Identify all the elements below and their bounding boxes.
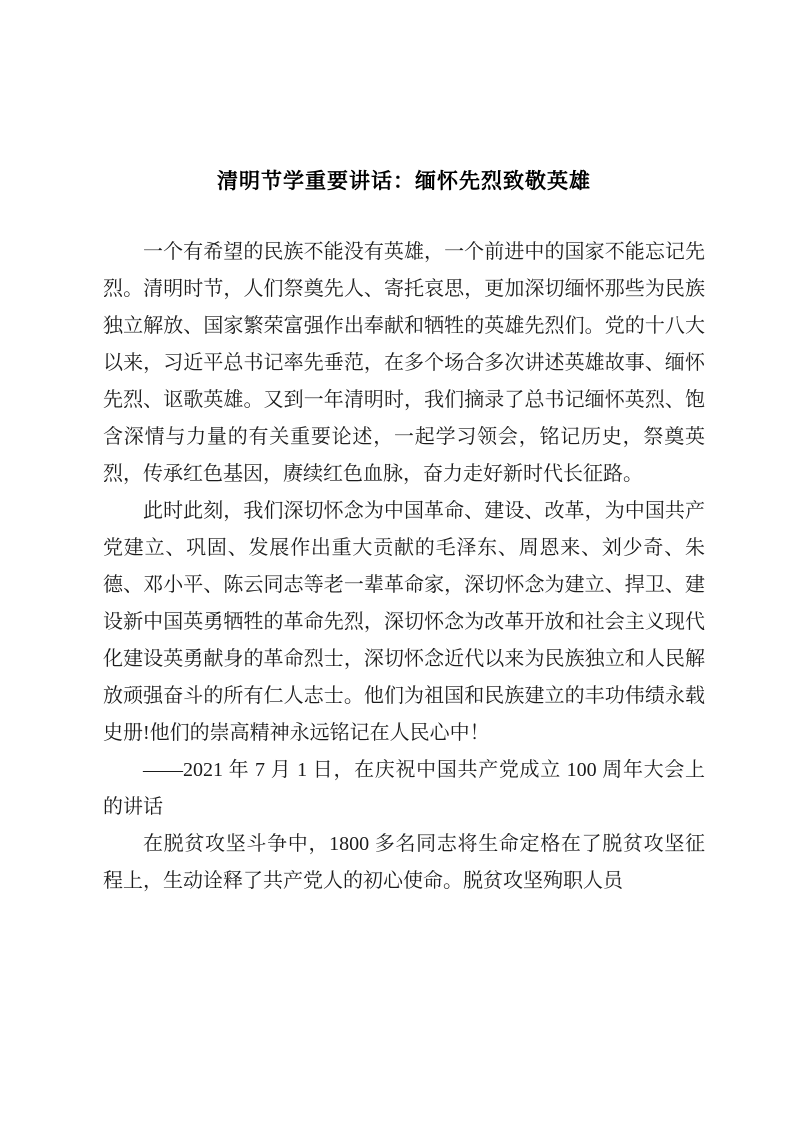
paragraph-poverty-alleviation: 在脱贫攻坚斗争中，1800 多名同志将生命定格在了脱贫攻坚征程上，生动诠释了共产党人的初心使命。脱贫攻坚殉职人员 [103, 833, 705, 892]
paragraph-intro: 一个有希望的民族不能没有英雄，一个前进中的国家不能忘记先烈。清明时节，人们祭奠先人、寄托哀思，更加深切缅怀那些为民族独立解放、国家繁荣富强作出奉献和牺牲的英雄先烈们。党的十八大以来，习近平总书记率先垂范，在多个场合多次讲述英雄故事、缅怀先烈、讴歌英雄。又到一年清明时，我们摘录了总书记缅怀英烈、饱含深情与力量的有关重要论述，一起学习领会，铭记历史，祭奠英烈，传承红色基因，赓续红色血脉，奋力走好新时代长征路。 [103, 241, 705, 485]
paragraph-speech-attribution: ——2021 年 7 月 1 日，在庆祝中国共产党成立 100 周年大会上的讲话 [103, 759, 705, 818]
paragraph-remembrance: 此时此刻，我们深切怀念为中国革命、建设、改革，为中国共产党建立、巩固、发展作出重大贡献的毛泽东、周恩来、刘少奇、朱德、邓小平、陈云同志等老一辈革命家，深切怀念为建立、捍卫、建设新中国英勇牺牲的革命先烈，深切怀念为改革开放和社会主义现代化建设英勇献身的革命烈士，深切怀念近代以来为民族独立和人民解放顽强奋斗的所有仁人志士。他们为祖国和民族建立的丰功伟绩永载史册!他们的崇高精神永远铭记在人民心中！ [103, 500, 705, 744]
document-title: 清明节学重要讲话：缅怀先烈致敬英雄 [217, 169, 591, 193]
